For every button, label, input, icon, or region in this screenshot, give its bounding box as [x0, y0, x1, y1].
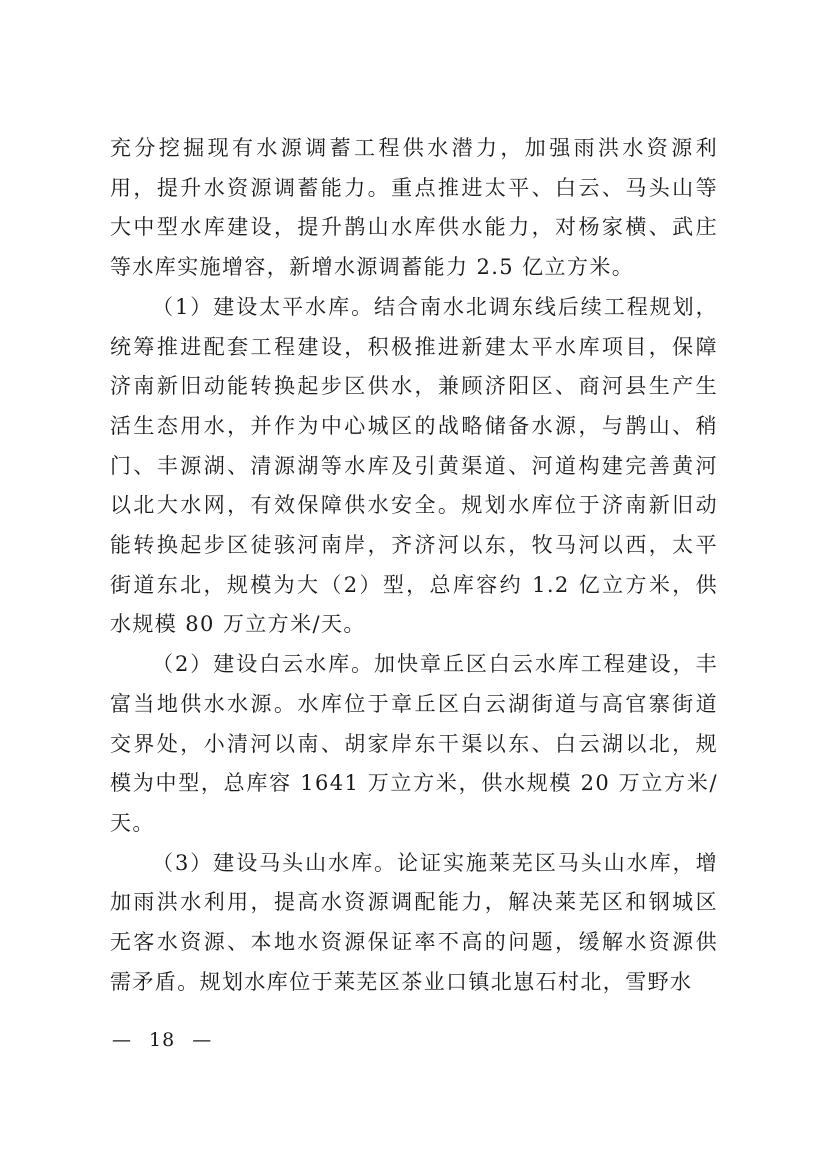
text-line: 活生态用水，并作为中心城区的战略储备水源，与鹊山、稍: [110, 413, 718, 438]
text-line: （3）建设马头山水库。论证实施莱芜区马头山水库，增: [152, 850, 718, 875]
text-line: 天。: [110, 810, 155, 835]
footer-dash-right: —: [192, 1029, 213, 1051]
text-line: 大中型水库建设，提升鹊山水库供水能力，对杨家横、武庄: [110, 215, 718, 240]
text-line: 用，提升水资源调蓄能力。重点推进太平、白云、马头山等: [110, 175, 718, 200]
paragraph: [110, 288, 718, 645]
text-line: 充分挖掘现有水源调蓄工程供水潜力，加强雨洪水资源利: [110, 136, 718, 160]
footer-dash-left: —: [112, 1029, 132, 1051]
text-line: 无客水资源、本地水资源保证率不高的问题，缓解水资源供: [110, 930, 718, 955]
text-line: 以北大水网，有效保障供水安全。规划水库位于济南新旧动: [110, 493, 718, 518]
paragraph: [110, 129, 718, 288]
page-footer: [112, 1029, 212, 1051]
text-line: 水规模 80 万立方米/天。: [110, 612, 366, 637]
text-line: 门、丰源湖、清源湖等水库及引黄渠道、河道构建完善黄河: [110, 453, 718, 478]
text-line: 交界处，小清河以南、胡家岸东干渠以东、白云湖以北，规: [110, 731, 718, 756]
text-line: 能转换起步区徒骇河南岸，齐济河以东，牧马河以西，太平: [110, 533, 718, 558]
text-line: （2）建设白云水库。加快章丘区白云水库工程建设，丰: [152, 652, 718, 677]
text-line: （1）建设太平水库。结合南水北调东线后续工程规划，: [152, 294, 718, 319]
body-text: [110, 129, 718, 1002]
text-line: 模为中型，总库容 1641 万立方米，供水规模 20 万立方米/: [110, 771, 718, 796]
text-line: 统筹推进配套工程建设，积极推进新建太平水库项目，保障: [110, 334, 718, 359]
text-line: 需矛盾。规划水库位于莱芜区茶业口镇北崽石村北，雪野水: [110, 969, 693, 994]
paragraph: [110, 844, 718, 1003]
text-line: 济南新旧动能转换起步区供水，兼顾济阳区、商河县生产生: [110, 374, 718, 399]
text-line: 加雨洪水利用，提高水资源调配能力，解决莱芜区和钢城区: [110, 890, 718, 915]
text-line: 街道东北，规模为大（2）型，总库容约 1.2 亿立方米，供: [110, 572, 718, 597]
text-line: 富当地供水水源。水库位于章丘区白云湖街道与高官寨街道: [110, 691, 718, 716]
page-number: 18: [149, 1029, 176, 1051]
paragraph: [110, 645, 718, 844]
text-line: 等水库实施增容，新增水源调蓄能力 2.5 亿立方米。: [110, 255, 635, 280]
